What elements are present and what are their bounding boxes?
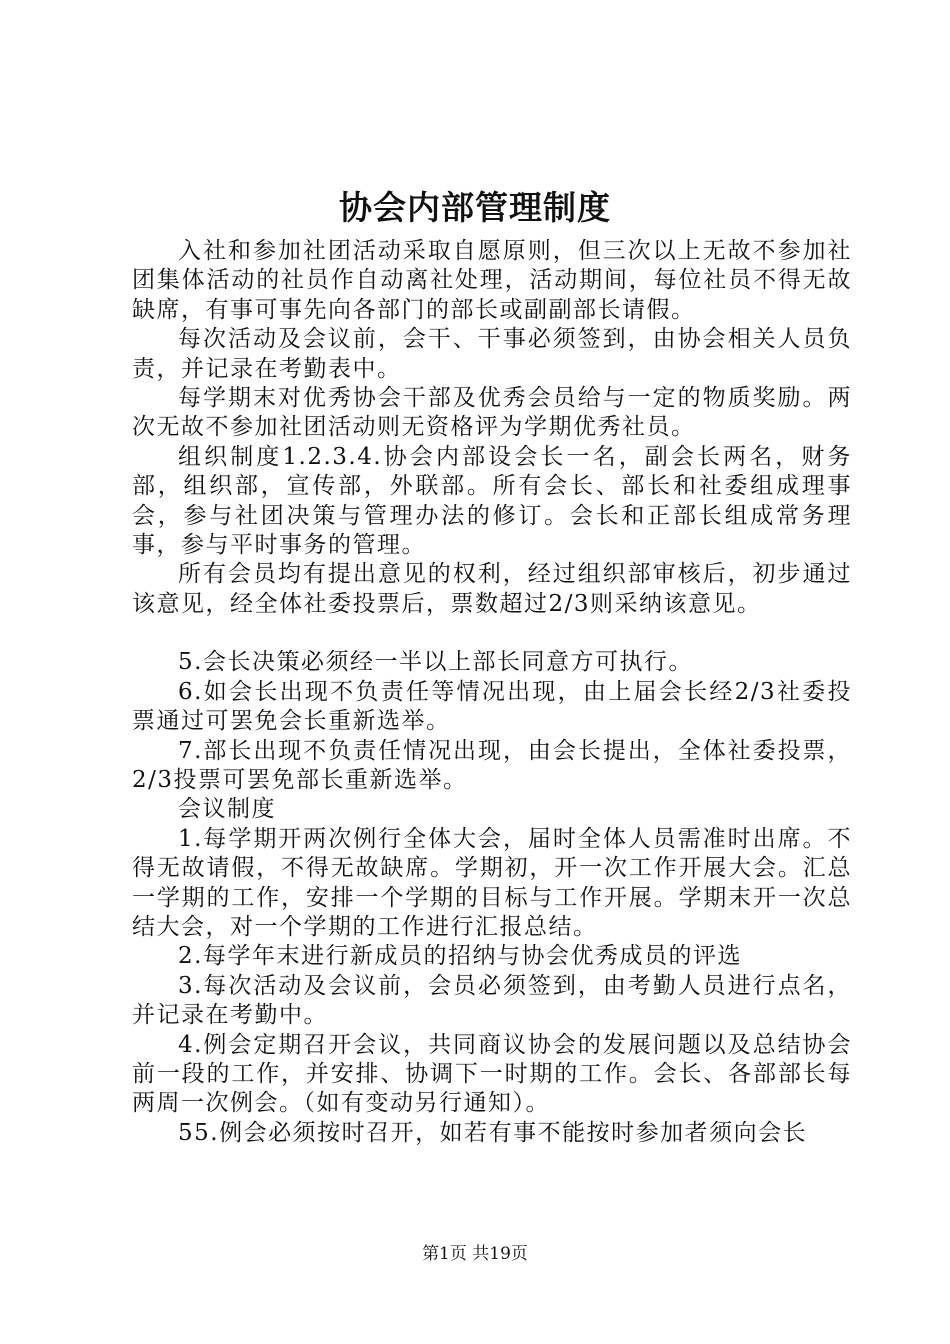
paragraph-meeting-5: 55.例会必须按时召开，如若有事不能按时参加者须向会长 — [178, 1119, 808, 1146]
paragraph-rule-6: 6.如会长出现不负责任等情况出现，由上届会长经2/3社委投票通过可罢免会长重新选举。 — [132, 678, 852, 735]
paragraph-rewards: 每学期末对优秀协会干部及优秀会员给与一定的物质奖励。两次无故不参加社团活动则无资格评为学期优秀社员。 — [132, 385, 852, 441]
paragraph-organization: 组织制度1.2.3.4.协会内部设会长一名，副会长两名，财务部，组织部，宣传部，外联部。所有会长、部长和社委组成理事会，参与社团决策与管理办法的修订。会长和正部长组成常务理事，参与平时事务的管理。 — [132, 443, 852, 559]
document-title: 协会内部管理制度 — [339, 188, 611, 227]
paragraph-meeting-1: 1.每学期开两次例行全体大会，届时全体人员需准时出席。不得无故请假，不得无故缺席。学期初，开一次工作开展大会。汇总一学期的工作，安排一个学期的目标与工作开展。学期末开一次总结大会，对一个学期的工作进行汇报总结。 — [132, 825, 852, 940]
paragraph-rule-5: 5.会长决策必须经一半以上部长同意方可执行。 — [178, 649, 693, 676]
section-heading-meetings: 会议制度 — [178, 796, 276, 823]
page-number: 第1页 — [422, 1244, 467, 1264]
paragraph-meeting-4: 4.例会定期召开会议，共同商议协会的发展问题以及总结协会前一段的工作，并安排、协调下一时期的工作。会长、各部部长每两周一次例会。（如有变动另行通知）。 — [132, 1031, 852, 1117]
paragraph-meeting-2: 2.每学年末进行新成员的招纳与协会优秀成员的评选 — [178, 943, 742, 970]
paragraph-meeting-3: 3.每次活动及会议前，会员必须签到，由考勤人员进行点名，并记录在考勤中。 — [132, 972, 852, 1029]
paragraph-opinions: 所有会员均有提出意见的权利，经过组织部审核后，初步通过该意见，经全体社委投票后，票数超过2/3则采纳该意见。 — [132, 561, 852, 617]
paragraph-membership: 入社和参加社团活动采取自愿原则，但三次以上无故不参加社团集体活动的社员作自动离社处理，活动期间，每位社员不得无故缺席，有事可事先向各部门的部长或副副部长请假。 — [132, 238, 852, 323]
paragraph-attendance: 每次活动及会议前，会干、干事必须签到，由协会相关人员负责，并记录在考勤表中。 — [132, 326, 852, 382]
page-footer — [0, 1243, 950, 1265]
page-total: 共19页 — [472, 1244, 528, 1264]
document-body — [132, 237, 852, 1148]
paragraph-rule-7: 7.部长出现不负责任情况出现，由会长提出，全体社委投票，2/3投票可罢免部长重新选举。 — [132, 737, 852, 793]
